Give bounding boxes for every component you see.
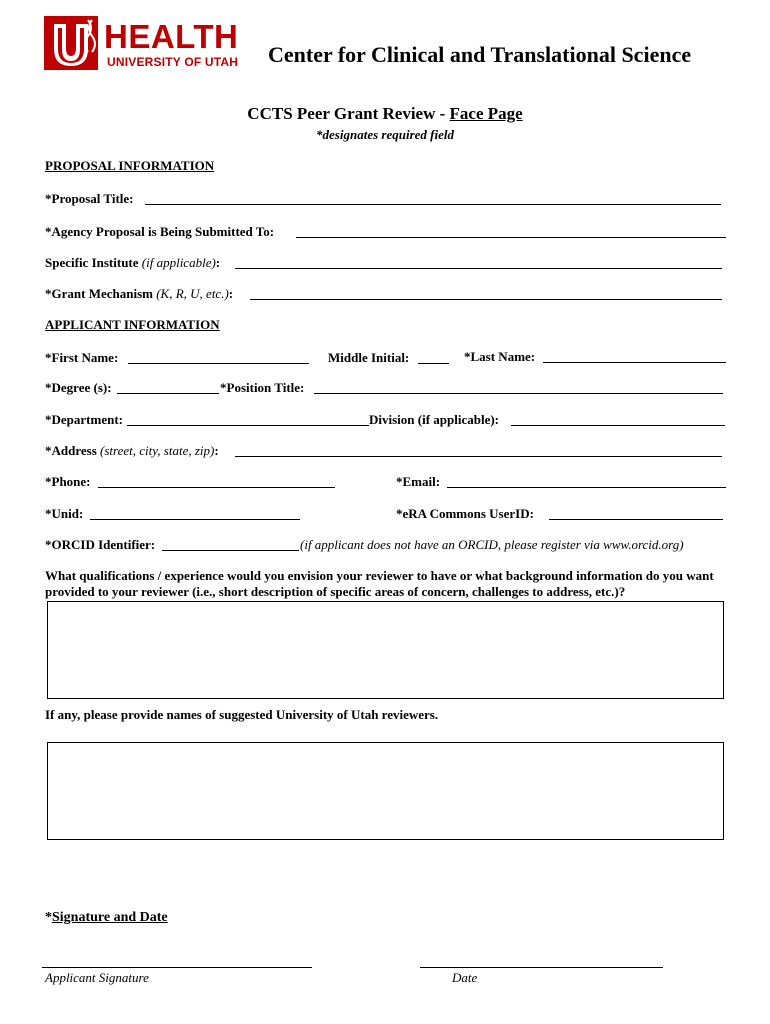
unid-field[interactable] [90,519,300,520]
logo-subbrand-text: UNIVERSITY OF UTAH [107,55,239,69]
institute-field[interactable] [235,268,722,269]
era-commons-field[interactable] [549,519,723,520]
signature-heading-star: * [45,910,52,925]
applicant-signature-field[interactable] [42,967,312,968]
address-label-text: *Address [45,443,97,458]
degree-field[interactable] [117,393,219,394]
position-title-field[interactable] [314,393,723,394]
signature-date-caption: Date [452,970,478,985]
center-title: Center for Clinical and Translational Science [268,42,692,67]
signature-date-field[interactable] [420,967,663,968]
proposal-title-label: *Proposal Title: [45,191,134,206]
suggested-reviewers-textarea[interactable] [47,742,724,840]
form-title [0,104,770,124]
middle-initial-label: Middle Initial: [328,350,410,365]
required-field-note: *designates required field [316,127,454,142]
last-name-label: *Last Name: [464,349,536,364]
address-label: *Address (street, city, state, zip): [45,443,219,458]
institute-label: Specific Institute (if applicable): [45,255,221,270]
department-label: *Department: [45,412,123,427]
proposal-title-field[interactable] [145,204,721,205]
first-name-field[interactable] [128,363,309,364]
institute-label-note: (if applicable) [141,255,216,270]
orcid-label: *ORCID Identifier: [45,537,156,552]
mechanism-label-note: (K, R, U, etc.) [156,286,229,301]
first-name-label: *First Name: [45,350,119,365]
phone-label: *Phone: [45,474,91,489]
position-title-label: *Position Title: [220,380,305,395]
reviewer-qualifications-textarea[interactable] [47,601,724,699]
signature-heading [45,910,168,926]
address-label-note: (street, city, state, zip) [100,443,215,458]
last-name-field[interactable] [543,362,726,363]
form-title-underlined: Face Page [449,104,523,123]
phone-field[interactable] [98,487,335,488]
degree-label: *Degree (s): [45,380,112,395]
agency-field[interactable] [296,237,726,238]
suggested-reviewers-question: If any, please provide names of suggested University of Utah reviewers. [45,707,439,722]
department-field[interactable] [127,425,369,426]
orcid-note: (if applicant does not have an ORCID, please register via www.orcid.org) [300,537,684,552]
email-label: *Email: [396,474,441,489]
email-field[interactable] [447,487,726,488]
applicant-section-title: APPLICANT INFORMATION [45,317,220,332]
agency-label: *Agency Proposal is Being Submitted To: [45,224,275,239]
division-field[interactable] [511,425,725,426]
middle-initial-field[interactable] [418,363,449,364]
form-title-prefix: CCTS Peer Grant Review - [247,104,450,123]
era-commons-label: *eRA Commons UserID: [396,506,534,521]
logo-brand-text: HEALTH [104,18,239,55]
mechanism-field[interactable] [250,299,722,300]
division-label: Division (if applicable): [369,412,500,427]
institute-label-text: Specific Institute [45,255,139,270]
mechanism-label: *Grant Mechanism (K, R, U, etc.): [45,286,234,301]
address-field[interactable] [235,456,722,457]
unid-label: *Unid: [45,506,84,521]
applicant-signature-caption: Applicant Signature [45,970,149,985]
proposal-section-title: PROPOSAL INFORMATION [45,158,215,173]
reviewer-qualifications-question: What qualifications / experience would you envision your reviewer to have or what background information do you want provided to your reviewer (i.e., short description of specific areas of concern, challenges to address, etc.)? [45,568,714,599]
signature-heading-text: Signature and Date [52,910,168,925]
u-health-logo-icon [44,16,98,70]
mechanism-label-text: *Grant Mechanism [45,286,153,301]
orcid-field[interactable] [162,550,299,551]
